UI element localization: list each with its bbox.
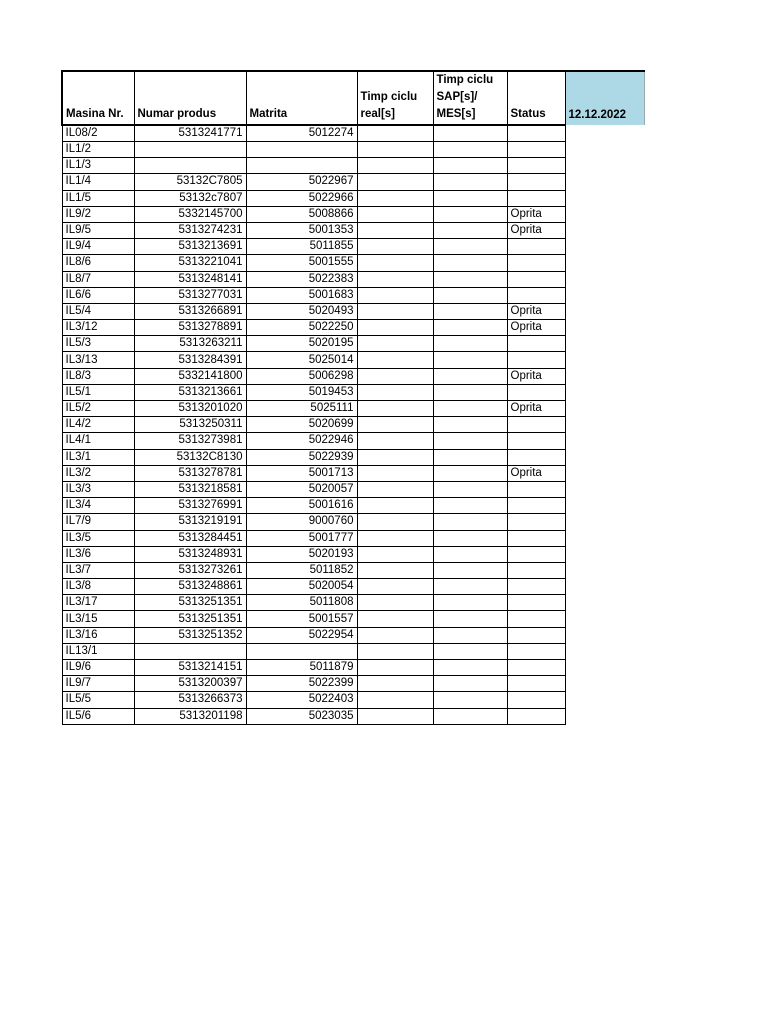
table-row <box>62 660 644 676</box>
cell-machine[interactable]: IL13/1 <box>62 643 134 659</box>
cell-mold[interactable]: 5025111 <box>246 401 357 417</box>
cell-cycle-real[interactable] <box>357 449 433 465</box>
cell-cycle-sap[interactable] <box>433 368 507 384</box>
cell-mold[interactable]: 5011855 <box>246 239 357 255</box>
cell-product[interactable] <box>134 643 246 659</box>
cell-mold[interactable] <box>246 643 357 659</box>
cell-status[interactable] <box>507 579 565 595</box>
cell-cycle-sap[interactable] <box>433 579 507 595</box>
cell-cycle-real[interactable] <box>357 174 433 190</box>
table-row <box>62 142 644 158</box>
cell-machine[interactable]: IL9/4 <box>62 239 134 255</box>
cell-product[interactable] <box>134 158 246 174</box>
cell-mold[interactable]: 5022954 <box>246 627 357 643</box>
cell-product[interactable]: 5313263211 <box>134 336 246 352</box>
cell-mold[interactable]: 5011852 <box>246 562 357 578</box>
cell-status[interactable]: Oprita <box>507 465 565 481</box>
cell-machine[interactable]: IL3/2 <box>62 465 134 481</box>
cell-machine[interactable]: IL3/16 <box>62 627 134 643</box>
table-row <box>62 368 644 384</box>
cell-cycle-real[interactable] <box>357 206 433 222</box>
cell-machine[interactable]: IL8/7 <box>62 271 134 287</box>
cell-product[interactable]: 5313278891 <box>134 320 246 336</box>
cell-cycle-sap[interactable] <box>433 384 507 400</box>
cell-cycle-real[interactable] <box>357 271 433 287</box>
table-row <box>62 384 644 400</box>
cell-machine[interactable]: IL6/6 <box>62 287 134 303</box>
table-row <box>62 692 644 708</box>
cell-product[interactable]: 53132C7805 <box>134 174 246 190</box>
table-row <box>62 498 644 514</box>
cell-mold[interactable]: 5022966 <box>246 190 357 206</box>
header-date[interactable]: 12.12.2022 <box>565 71 644 125</box>
cell-cycle-sap[interactable] <box>433 287 507 303</box>
table-row <box>62 579 644 595</box>
cell-cycle-real[interactable] <box>357 692 433 708</box>
cell-machine[interactable]: IL5/3 <box>62 336 134 352</box>
table-row <box>62 255 644 271</box>
table-row <box>62 352 644 368</box>
cell-status[interactable] <box>507 271 565 287</box>
cell-cycle-real[interactable] <box>357 303 433 319</box>
cell-cycle-real[interactable] <box>357 643 433 659</box>
cell-cycle-real[interactable] <box>357 417 433 433</box>
cell-product[interactable] <box>134 142 246 158</box>
cell-status[interactable]: Oprita <box>507 206 565 222</box>
table-row <box>62 287 644 303</box>
cell-cycle-sap[interactable] <box>433 660 507 676</box>
cell-cycle-sap[interactable] <box>433 222 507 238</box>
cell-cycle-real[interactable] <box>357 465 433 481</box>
cell-cycle-sap[interactable] <box>433 303 507 319</box>
cell-product[interactable]: 5332141800 <box>134 368 246 384</box>
cell-cycle-sap[interactable] <box>433 125 507 142</box>
cell-status[interactable] <box>507 546 565 562</box>
cell-cycle-sap[interactable] <box>433 611 507 627</box>
cell-cycle-sap[interactable] <box>433 401 507 417</box>
cell-mold[interactable]: 5020195 <box>246 336 357 352</box>
cell-product[interactable]: 5313266373 <box>134 692 246 708</box>
cell-machine[interactable]: IL3/15 <box>62 611 134 627</box>
cell-cycle-sap[interactable] <box>433 158 507 174</box>
cell-mold[interactable]: 5020699 <box>246 417 357 433</box>
cell-machine[interactable]: IL5/4 <box>62 303 134 319</box>
cell-cycle-real[interactable] <box>357 611 433 627</box>
cell-cycle-sap[interactable] <box>433 336 507 352</box>
cell-status[interactable] <box>507 384 565 400</box>
table-row <box>62 158 644 174</box>
header-cycle-sap[interactable]: Timp ciclu SAP[s]/ MES[s] <box>433 71 507 125</box>
cell-machine[interactable]: IL5/5 <box>62 692 134 708</box>
cell-mold[interactable]: 5001713 <box>246 465 357 481</box>
cell-cycle-sap[interactable] <box>433 271 507 287</box>
cell-machine[interactable]: IL3/17 <box>62 595 134 611</box>
cell-cycle-sap[interactable] <box>433 255 507 271</box>
cell-cycle-real[interactable] <box>357 481 433 497</box>
cell-status[interactable] <box>507 611 565 627</box>
cell-cycle-real[interactable] <box>357 627 433 643</box>
cell-mold[interactable]: 5023035 <box>246 708 357 724</box>
cell-cycle-real[interactable] <box>357 336 433 352</box>
cell-mold[interactable]: 5001777 <box>246 530 357 546</box>
cell-machine[interactable]: IL1/3 <box>62 158 134 174</box>
cell-cycle-sap[interactable] <box>433 465 507 481</box>
cell-product[interactable]: 5313273261 <box>134 562 246 578</box>
cell-machine[interactable]: IL1/2 <box>62 142 134 158</box>
table-row <box>62 271 644 287</box>
cell-product[interactable]: 53132c7807 <box>134 190 246 206</box>
cell-status[interactable] <box>507 481 565 497</box>
cell-machine[interactable]: IL9/5 <box>62 222 134 238</box>
cell-product[interactable]: 5332145700 <box>134 206 246 222</box>
cell-mold[interactable]: 5025014 <box>246 352 357 368</box>
cell-mold[interactable]: 5020054 <box>246 579 357 595</box>
table-row <box>62 611 644 627</box>
cell-product[interactable]: 5313201020 <box>134 401 246 417</box>
cell-product[interactable]: 53132C8130 <box>134 449 246 465</box>
cell-machine[interactable]: IL4/1 <box>62 433 134 449</box>
cell-cycle-real[interactable] <box>357 287 433 303</box>
cell-cycle-sap[interactable] <box>433 352 507 368</box>
cell-machine[interactable]: IL3/5 <box>62 530 134 546</box>
cell-product[interactable]: 5313251351 <box>134 611 246 627</box>
cell-status[interactable] <box>507 125 565 142</box>
cell-mold[interactable]: 5020057 <box>246 481 357 497</box>
cell-mold[interactable]: 5011808 <box>246 595 357 611</box>
cell-product[interactable]: 5313248861 <box>134 579 246 595</box>
cell-mold[interactable]: 5011879 <box>246 660 357 676</box>
table-row <box>62 125 644 142</box>
cell-product[interactable]: 5313251351 <box>134 595 246 611</box>
table-row <box>62 481 644 497</box>
table-row <box>62 190 644 206</box>
header-mold[interactable]: Matrita <box>246 71 357 125</box>
cell-machine[interactable]: IL4/2 <box>62 417 134 433</box>
cell-cycle-real[interactable] <box>357 368 433 384</box>
cell-product[interactable]: 5313213661 <box>134 384 246 400</box>
cell-cycle-sap[interactable] <box>433 449 507 465</box>
cell-product[interactable]: 5313241771 <box>134 125 246 142</box>
cell-status[interactable] <box>507 174 565 190</box>
cell-mold[interactable]: 5022946 <box>246 433 357 449</box>
cell-cycle-real[interactable] <box>357 433 433 449</box>
table-row <box>62 320 644 336</box>
cell-cycle-real[interactable] <box>357 660 433 676</box>
cell-cycle-real[interactable] <box>357 239 433 255</box>
table-row <box>62 174 644 190</box>
cell-mold[interactable]: 5022939 <box>246 449 357 465</box>
cell-product[interactable]: 5313273981 <box>134 433 246 449</box>
cell-status[interactable] <box>507 514 565 530</box>
cell-product[interactable]: 5313266891 <box>134 303 246 319</box>
cell-cycle-real[interactable] <box>357 498 433 514</box>
cell-product[interactable]: 5313221041 <box>134 255 246 271</box>
cell-cycle-sap[interactable] <box>433 514 507 530</box>
table-row <box>62 465 644 481</box>
table-row <box>62 417 644 433</box>
cell-product[interactable]: 5313250311 <box>134 417 246 433</box>
table-row <box>62 562 644 578</box>
table-row <box>62 336 644 352</box>
table-row <box>62 530 644 546</box>
cell-mold[interactable]: 5012274 <box>246 125 357 142</box>
cell-status[interactable]: Oprita <box>507 368 565 384</box>
header-cycle-real[interactable]: Timp ciclu real[s] <box>357 71 433 125</box>
cell-status[interactable] <box>507 498 565 514</box>
cell-product[interactable]: 5313213691 <box>134 239 246 255</box>
cell-mold[interactable]: 5001555 <box>246 255 357 271</box>
cell-machine[interactable]: IL5/6 <box>62 708 134 724</box>
table-row <box>62 449 644 465</box>
cell-cycle-real[interactable] <box>357 158 433 174</box>
cell-product[interactable]: 5313214151 <box>134 660 246 676</box>
table-row <box>62 643 644 659</box>
cell-mold[interactable]: 5006298 <box>246 368 357 384</box>
cell-status[interactable] <box>507 190 565 206</box>
cell-mold[interactable]: 5008866 <box>246 206 357 222</box>
cell-status[interactable] <box>507 158 565 174</box>
cell-machine[interactable]: IL08/2 <box>62 125 134 142</box>
cell-product[interactable]: 5313284451 <box>134 530 246 546</box>
cell-machine[interactable]: IL9/6 <box>62 660 134 676</box>
cell-status[interactable] <box>507 433 565 449</box>
cell-machine[interactable]: IL3/13 <box>62 352 134 368</box>
cell-machine[interactable]: IL3/6 <box>62 546 134 562</box>
cell-machine[interactable]: IL5/1 <box>62 384 134 400</box>
cell-product[interactable]: 5313274231 <box>134 222 246 238</box>
table-row <box>62 433 644 449</box>
cell-machine[interactable]: IL7/9 <box>62 514 134 530</box>
cell-cycle-real[interactable] <box>357 125 433 142</box>
cell-mold[interactable]: 5001557 <box>246 611 357 627</box>
table-row <box>62 595 644 611</box>
cell-status[interactable] <box>507 708 565 724</box>
cell-status[interactable] <box>507 287 565 303</box>
cell-cycle-sap[interactable] <box>433 433 507 449</box>
cell-cycle-sap[interactable] <box>433 190 507 206</box>
table-row <box>62 401 644 417</box>
cell-mold[interactable]: 5022967 <box>246 174 357 190</box>
cell-status[interactable] <box>507 417 565 433</box>
cell-product[interactable]: 5313200397 <box>134 676 246 692</box>
cell-mold[interactable] <box>246 158 357 174</box>
cell-product[interactable]: 5313278781 <box>134 465 246 481</box>
table-row <box>62 514 644 530</box>
cell-mold[interactable]: 5001353 <box>246 222 357 238</box>
sheet-body <box>62 125 644 724</box>
cell-product[interactable]: 5313248931 <box>134 546 246 562</box>
cell-mold[interactable]: 5019453 <box>246 384 357 400</box>
cell-cycle-sap[interactable] <box>433 708 507 724</box>
cell-cycle-sap[interactable] <box>433 174 507 190</box>
cell-cycle-sap[interactable] <box>433 481 507 497</box>
cell-mold[interactable]: 5020493 <box>246 303 357 319</box>
cell-cycle-sap[interactable] <box>433 530 507 546</box>
cell-mold[interactable]: 9000760 <box>246 514 357 530</box>
cell-cycle-real[interactable] <box>357 676 433 692</box>
cell-product[interactable]: 5313251352 <box>134 627 246 643</box>
cell-cycle-real[interactable] <box>357 255 433 271</box>
cell-cycle-real[interactable] <box>357 530 433 546</box>
cell-machine[interactable]: IL3/12 <box>62 320 134 336</box>
cell-status[interactable] <box>507 676 565 692</box>
cell-cycle-sap[interactable] <box>433 595 507 611</box>
cell-cycle-real[interactable] <box>357 320 433 336</box>
cell-cycle-sap[interactable] <box>433 546 507 562</box>
header-product[interactable]: Numar produs <box>134 71 246 125</box>
cell-status[interactable] <box>507 692 565 708</box>
cell-cycle-sap[interactable] <box>433 239 507 255</box>
cell-cycle-real[interactable] <box>357 352 433 368</box>
cell-product[interactable]: 5313201198 <box>134 708 246 724</box>
cell-cycle-sap[interactable] <box>433 320 507 336</box>
cell-status[interactable]: Oprita <box>507 320 565 336</box>
cell-cycle-sap[interactable] <box>433 643 507 659</box>
cell-mold[interactable]: 5020193 <box>246 546 357 562</box>
cell-status[interactable] <box>507 643 565 659</box>
cell-status[interactable] <box>507 660 565 676</box>
cell-cycle-real[interactable] <box>357 142 433 158</box>
cell-status[interactable] <box>507 336 565 352</box>
cell-machine[interactable]: IL3/4 <box>62 498 134 514</box>
cell-mold[interactable]: 5022399 <box>246 676 357 692</box>
cell-status[interactable] <box>507 627 565 643</box>
header-machine[interactable]: Masina Nr. <box>62 71 134 125</box>
cell-cycle-real[interactable] <box>357 562 433 578</box>
table-row <box>62 303 644 319</box>
cell-mold[interactable] <box>246 142 357 158</box>
cell-cycle-real[interactable] <box>357 222 433 238</box>
cell-machine[interactable]: IL3/1 <box>62 449 134 465</box>
cell-product[interactable]: 5313276991 <box>134 498 246 514</box>
cell-cycle-sap[interactable] <box>433 562 507 578</box>
cell-status[interactable]: Oprita <box>507 222 565 238</box>
cell-status[interactable] <box>507 255 565 271</box>
cell-cycle-sap[interactable] <box>433 498 507 514</box>
cell-machine[interactable]: IL9/7 <box>62 676 134 692</box>
cell-machine[interactable]: IL3/8 <box>62 579 134 595</box>
cell-cycle-sap[interactable] <box>433 692 507 708</box>
cell-machine[interactable]: IL8/3 <box>62 368 134 384</box>
cell-cycle-real[interactable] <box>357 401 433 417</box>
cell-machine[interactable]: IL8/6 <box>62 255 134 271</box>
cell-cycle-sap[interactable] <box>433 417 507 433</box>
table-row <box>62 239 644 255</box>
cell-mold[interactable]: 5022383 <box>246 271 357 287</box>
cell-machine[interactable]: IL5/2 <box>62 401 134 417</box>
cell-machine[interactable]: IL3/3 <box>62 481 134 497</box>
cell-cycle-real[interactable] <box>357 384 433 400</box>
cell-machine[interactable]: IL3/7 <box>62 562 134 578</box>
cell-cycle-sap[interactable] <box>433 206 507 222</box>
cell-product[interactable]: 5313219191 <box>134 514 246 530</box>
cell-machine[interactable]: IL1/5 <box>62 190 134 206</box>
table-row <box>62 546 644 562</box>
cell-mold[interactable]: 5022403 <box>246 692 357 708</box>
cell-status[interactable] <box>507 530 565 546</box>
cell-cycle-sap[interactable] <box>433 627 507 643</box>
table-row <box>62 222 644 238</box>
header-row <box>62 71 644 125</box>
cell-cycle-real[interactable] <box>357 546 433 562</box>
cell-cycle-real[interactable] <box>357 190 433 206</box>
table-row <box>62 627 644 643</box>
cell-product[interactable]: 5313284391 <box>134 352 246 368</box>
cell-machine[interactable]: IL1/4 <box>62 174 134 190</box>
table-row <box>62 708 644 724</box>
cell-product[interactable]: 5313218581 <box>134 481 246 497</box>
cell-product[interactable]: 5313277031 <box>134 287 246 303</box>
cell-product[interactable]: 5313248141 <box>134 271 246 287</box>
cell-cycle-real[interactable] <box>357 708 433 724</box>
cell-cycle-sap[interactable] <box>433 142 507 158</box>
cell-status[interactable] <box>507 562 565 578</box>
production-sheet <box>61 70 645 725</box>
table-row <box>62 676 644 692</box>
cell-status[interactable]: Oprita <box>507 401 565 417</box>
cell-cycle-sap[interactable] <box>433 676 507 692</box>
cell-status[interactable] <box>507 352 565 368</box>
cell-status[interactable]: Oprita <box>507 303 565 319</box>
cell-status[interactable] <box>507 595 565 611</box>
cell-status[interactable] <box>507 239 565 255</box>
cell-machine[interactable]: IL9/2 <box>62 206 134 222</box>
cell-mold[interactable]: 5001616 <box>246 498 357 514</box>
cell-status[interactable] <box>507 142 565 158</box>
cell-mold[interactable]: 5022250 <box>246 320 357 336</box>
cell-cycle-real[interactable] <box>357 579 433 595</box>
cell-mold[interactable]: 5001683 <box>246 287 357 303</box>
table-row <box>62 206 644 222</box>
cell-status[interactable] <box>507 449 565 465</box>
header-status[interactable]: Status <box>507 71 565 125</box>
cell-cycle-real[interactable] <box>357 514 433 530</box>
cell-cycle-real[interactable] <box>357 595 433 611</box>
